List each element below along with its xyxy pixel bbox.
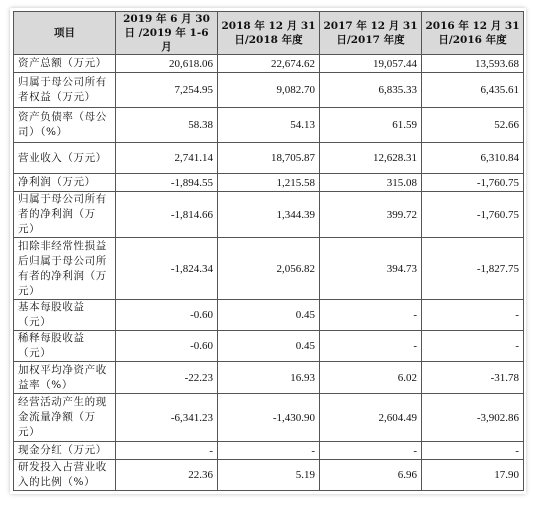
row-label: 现金分红（万元）	[14, 442, 116, 460]
value-cell: -	[422, 331, 524, 362]
value-cell: 6,310.84	[422, 143, 524, 174]
value-cell: -	[116, 442, 218, 460]
financial-summary-table	[13, 11, 524, 491]
table-row	[14, 331, 524, 362]
header-item: 项目	[14, 12, 116, 55]
row-label: 净利润（万元）	[14, 174, 116, 192]
value-cell: -22.23	[116, 362, 218, 394]
value-cell: 18,705.87	[218, 143, 320, 174]
table-row	[14, 394, 524, 442]
value-cell: 6,435.61	[422, 73, 524, 108]
row-label: 加权平均净资产收益率（%）	[14, 362, 116, 394]
value-cell: 54.13	[218, 108, 320, 143]
value-cell: 6.02	[320, 362, 422, 394]
value-cell: -	[320, 300, 422, 331]
value-cell: -0.60	[116, 331, 218, 362]
table-row	[14, 55, 524, 73]
table-row	[14, 300, 524, 331]
value-cell: 22.36	[116, 460, 218, 491]
table-row	[14, 108, 524, 143]
value-cell: -	[422, 300, 524, 331]
value-cell: 7,254.95	[116, 73, 218, 108]
row-label: 经营活动产生的现金流量净额（万元）	[14, 394, 116, 442]
header-row	[14, 12, 524, 55]
value-cell: -1,827.75	[422, 238, 524, 300]
value-cell: 12,628.31	[320, 143, 422, 174]
value-cell: -	[320, 442, 422, 460]
table-row	[14, 174, 524, 192]
value-cell: 9,082.70	[218, 73, 320, 108]
row-label: 基本每股收益（元）	[14, 300, 116, 331]
value-cell: 52.66	[422, 108, 524, 143]
value-cell: 0.45	[218, 331, 320, 362]
value-cell: 5.19	[218, 460, 320, 491]
value-cell: -1,824.34	[116, 238, 218, 300]
row-label: 营业收入（万元）	[14, 143, 116, 174]
value-cell: 394.73	[320, 238, 422, 300]
header-period-2016: 2016 年 12 月 31 日/2016 年度	[422, 12, 524, 55]
value-cell: -1,814.66	[116, 192, 218, 238]
value-cell: 6.96	[320, 460, 422, 491]
value-cell: 6,835.33	[320, 73, 422, 108]
header-period-2018: 2018 年 12 月 31 日/2018 年度	[218, 12, 320, 55]
table-row	[14, 192, 524, 238]
value-cell: 315.08	[320, 174, 422, 192]
value-cell: 17.90	[422, 460, 524, 491]
table-row	[14, 460, 524, 491]
row-label: 资产总额（万元）	[14, 55, 116, 73]
value-cell: -1,760.75	[422, 174, 524, 192]
value-cell: -1,894.55	[116, 174, 218, 192]
value-cell: 19,057.44	[320, 55, 422, 73]
value-cell: -	[320, 331, 422, 362]
row-label: 稀释每股收益（元）	[14, 331, 116, 362]
table-row	[14, 238, 524, 300]
value-cell: -31.78	[422, 362, 524, 394]
row-label: 归属于母公司所有者权益（万元）	[14, 73, 116, 108]
value-cell: 16.93	[218, 362, 320, 394]
value-cell: 0.45	[218, 300, 320, 331]
table-row	[14, 362, 524, 394]
value-cell: 1,215.58	[218, 174, 320, 192]
value-cell: 2,056.82	[218, 238, 320, 300]
document-sheet	[10, 8, 526, 494]
row-label: 归属于母公司所有者的净利润（万元）	[14, 192, 116, 238]
value-cell: 20,618.06	[116, 55, 218, 73]
table-row	[14, 442, 524, 460]
value-cell: 61.59	[320, 108, 422, 143]
header-period-2019h1: 2019 年 6 月 30 日 /2019 年 1-6 月	[116, 12, 218, 55]
value-cell: -	[422, 442, 524, 460]
value-cell: -1,760.75	[422, 192, 524, 238]
value-cell: 2,604.49	[320, 394, 422, 442]
value-cell: -0.60	[116, 300, 218, 331]
row-label: 研发投入占营业收入的比例（%）	[14, 460, 116, 491]
value-cell: -3,902.86	[422, 394, 524, 442]
value-cell: -	[218, 442, 320, 460]
value-cell: 13,593.68	[422, 55, 524, 73]
header-period-2017: 2017 年 12 月 31 日/2017 年度	[320, 12, 422, 55]
row-label: 扣除非经常性损益后归属于母公司所有者的净利润（万元）	[14, 238, 116, 300]
value-cell: 399.72	[320, 192, 422, 238]
table-row	[14, 143, 524, 174]
value-cell: -6,341.23	[116, 394, 218, 442]
value-cell: 1,344.39	[218, 192, 320, 238]
table-row	[14, 73, 524, 108]
value-cell: 2,741.14	[116, 143, 218, 174]
row-label: 资产负债率（母公司）（%）	[14, 108, 116, 143]
value-cell: 22,674.62	[218, 55, 320, 73]
value-cell: 58.38	[116, 108, 218, 143]
value-cell: -1,430.90	[218, 394, 320, 442]
